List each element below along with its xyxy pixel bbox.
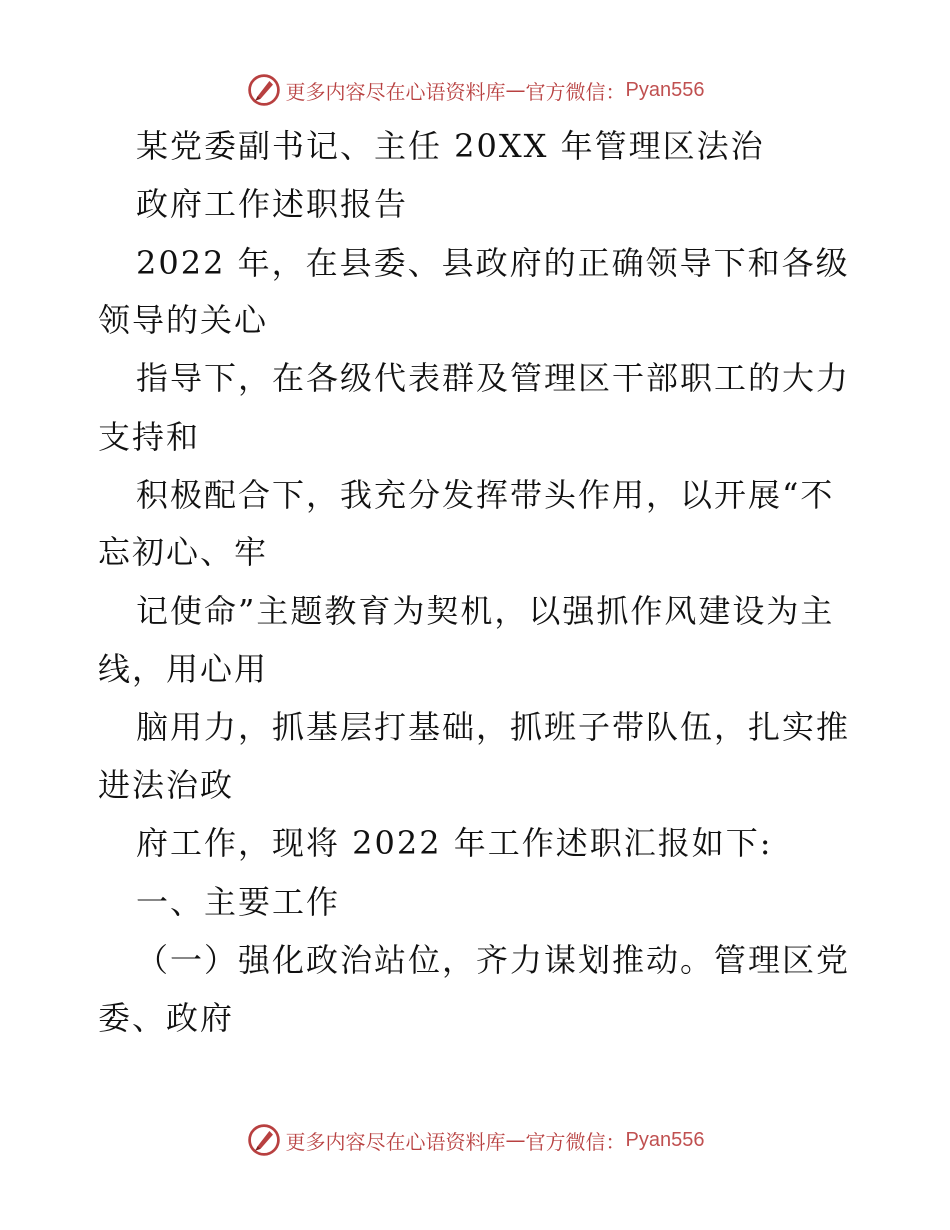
paragraph-line: 线，用心用 — [98, 650, 269, 688]
paragraph-line: 脑用力，抓基层打基础，抓班子带队伍，扎实推 — [136, 708, 851, 746]
title-line-1: 某党委副书记、主任 20XX 年管理区法治 — [136, 127, 765, 165]
banner-contact-code: Pyan556 — [625, 78, 705, 101]
banner-separator: — — [505, 78, 526, 102]
paragraph-line: 领导的关心 — [98, 301, 269, 339]
paragraph-line: 指导下，在各级代表群及管理区干部职工的大力 — [136, 359, 851, 397]
paragraph-line: 忘初心、牢 — [98, 533, 269, 571]
banner-separator: — — [505, 1128, 526, 1152]
banner-text: 更多内容尽在心语资料库 — [285, 79, 506, 104]
title-line-2: 政府工作述职报告 — [136, 185, 409, 223]
pen-logo-icon — [246, 1122, 282, 1158]
banner-text: 更多内容尽在心语资料库 — [285, 1129, 506, 1154]
header-banner — [0, 70, 950, 110]
banner-contact-label: 官方微信： — [525, 1129, 626, 1154]
banner-contact-label: 官方微信： — [525, 79, 626, 104]
banner-contact-code: Pyan556 — [625, 1128, 705, 1151]
paragraph-line: 委、政府 — [98, 999, 235, 1037]
paragraph-line: 2022 年，在县委、县政府的正确领导下和各级 — [136, 244, 850, 282]
paragraph-line: 记使命”主题教育为契机，以强抓作风建设为主 — [136, 592, 835, 630]
section-heading: 一、主要工作 — [136, 883, 341, 921]
paragraph-line: 府工作，现将 2022 年工作述职汇报如下: — [136, 824, 773, 862]
paragraph-line: 进法治政 — [98, 766, 235, 804]
paragraph-line: 支持和 — [98, 418, 201, 456]
paragraph-line: 积极配合下，我充分发挥带头作用，以开展“不 — [136, 476, 835, 514]
pen-logo-icon — [246, 72, 282, 108]
subsection-heading: （一）强化政治站位，齐力谋划推动。管理区党 — [136, 941, 851, 979]
footer-banner — [0, 1120, 950, 1160]
